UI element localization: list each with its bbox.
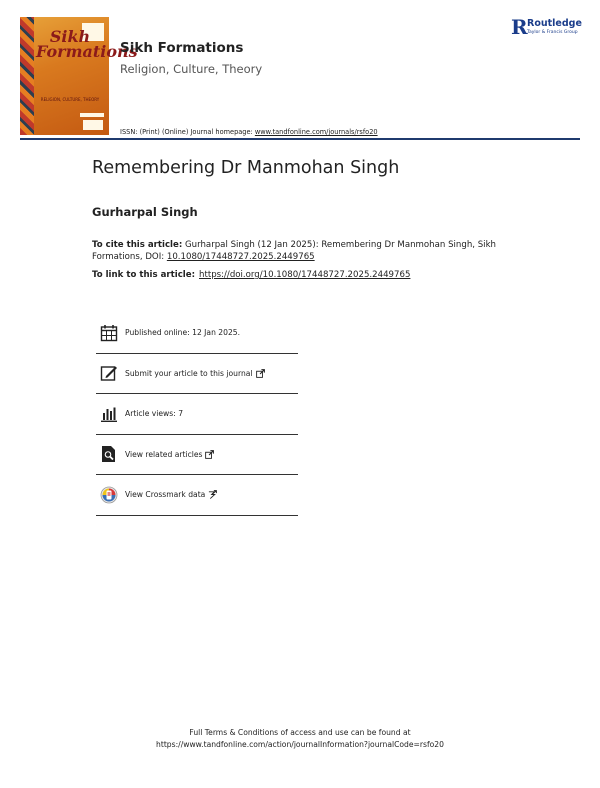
routledge-r-icon: R xyxy=(511,15,528,39)
related-articles-icon xyxy=(100,445,118,463)
cover-pattern xyxy=(20,17,34,135)
published-date: Published online: 12 Jan 2025. xyxy=(125,328,241,338)
cover-subtitle: RELIGION, CULTURE, THEORY xyxy=(40,97,100,102)
external-link-icon xyxy=(205,450,214,459)
publisher-name: Routledge xyxy=(527,18,582,29)
terms-footer xyxy=(0,727,600,751)
article-views: Article views: 7 xyxy=(125,409,184,419)
cover-publisher-logo xyxy=(83,120,103,130)
cover-title-line1: Sikh xyxy=(49,27,91,46)
link-label: To link to this article: xyxy=(92,270,196,280)
journal-homepage-link[interactable]: www.tandfonline.com/journals/rsfo20 xyxy=(254,128,378,136)
article-info-list xyxy=(96,313,298,516)
info-row-submit[interactable] xyxy=(96,354,298,395)
doi-link[interactable]: 10.1080/17448727.2025.2449765 xyxy=(166,252,315,262)
info-row-views xyxy=(96,394,298,435)
article-author: Gurharpal Singh xyxy=(92,205,198,219)
journal-title: Sikh Formations xyxy=(120,40,244,56)
cover-title xyxy=(36,27,138,61)
publisher-tagline: Taylor & Francis Group xyxy=(527,30,578,35)
info-row-published xyxy=(96,313,298,354)
header-divider xyxy=(20,138,580,140)
submit-article-link[interactable]: Submit your article to this journal xyxy=(125,368,253,378)
issn-label: ISSN: (Print) (Online) Journal homepage: xyxy=(120,128,255,136)
footer-line-1: Full Terms & Conditions of access and use can be found at xyxy=(189,728,411,737)
external-link-icon xyxy=(208,490,217,499)
routledge-logo[interactable] xyxy=(511,17,591,39)
issn-line xyxy=(120,128,378,136)
calendar-icon xyxy=(100,324,118,342)
article-url-link[interactable]: https://doi.org/10.1080/17448727.2025.2449765 xyxy=(199,270,411,280)
info-row-crossmark[interactable] xyxy=(96,475,298,516)
cover-title-line2: Formations xyxy=(36,42,138,61)
citation xyxy=(92,239,512,263)
external-link-icon xyxy=(256,369,265,378)
crossmark-icon xyxy=(100,486,118,504)
bar-chart-icon xyxy=(100,405,118,423)
journal-subtitle: Religion, Culture, Theory xyxy=(120,62,263,76)
related-articles-link[interactable]: View related articles xyxy=(125,449,203,459)
cite-text: Gurharpal Singh (12 Jan 2025): Remembering Dr Manmohan Singh, Sikh Formations, DOI: xyxy=(92,240,496,262)
crossmark-link[interactable]: View Crossmark data xyxy=(125,490,206,500)
cite-label: To cite this article: xyxy=(92,240,183,250)
article-title: Remembering Dr Manmohan Singh xyxy=(92,158,400,178)
edit-icon xyxy=(100,364,118,382)
footer-terms-link[interactable]: https://www.tandfonline.com/action/journalInformation?journalCode=rsfo20 xyxy=(156,740,444,749)
journal-cover-image xyxy=(20,17,138,135)
article-link-line xyxy=(92,270,410,280)
info-row-related[interactable] xyxy=(96,435,298,476)
cover-bottom-strip xyxy=(80,113,104,117)
